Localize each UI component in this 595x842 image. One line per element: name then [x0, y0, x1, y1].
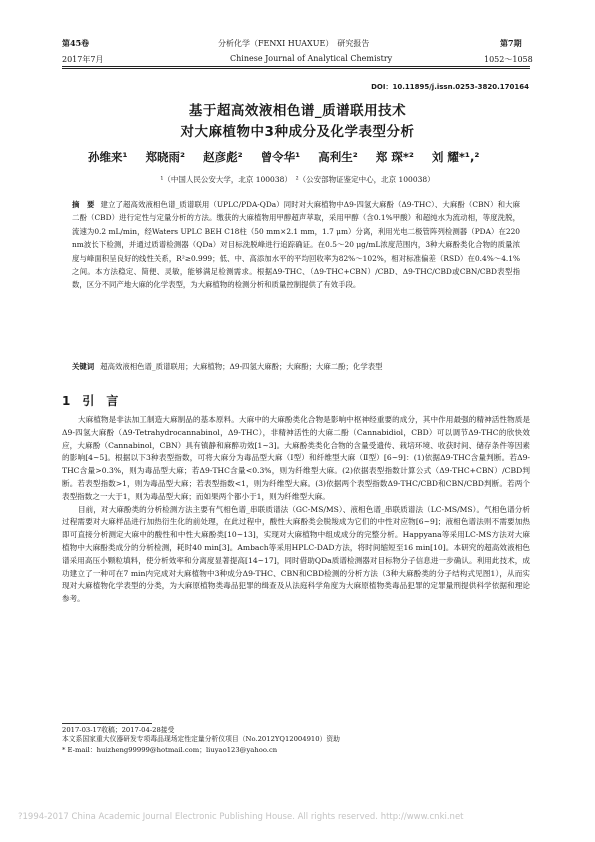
- intro-paragraph-1: 大麻植物是非法加工制造大麻制品的基本原料。大麻中的大麻酚类化合物是影响中枢神经重要的成分，其中作用最强的精神活性物质是Δ9-四氢大麻酚（Δ9-Tetrahydrocannabinol，Δ9-THC），非精神活性的大麻二酚（Cannabidiol，CBD）可以调节Δ9-THC的欣快效应，大麻酚（Cannabinol，CBN）具有镇静和麻醉功效[1~3]。大麻酚类类化合物的含量受遗传、栽培环境、收获时间、储存条件等因素的影响[4~5]。根据以下3种表型指数，可将大麻分为毒品型大麻（Ⅰ型）和纤维型大麻（Ⅱ型）[6~9]：(1)依据Δ9-THC含量判断。若Δ9-THC含量>0.3%，则为毒品型大麻；若Δ9-THC含量<0.3%，则为纤维型大麻。(2)依据表型指数计算公式（Δ9-THC+CBN）/CBD判断。若表型指数>1，则为毒品型大麻；若表型指数<1，则为纤维型大麻。(3)依据两个表型指数Δ9-THC/CBD和CBN/CBD判断。若两个表型指数之一大于1，则为毒品型大麻；而如果两个都小于1，则为纤维型大麻。: [62, 415, 530, 501]
- header-rule-2: [62, 68, 530, 69]
- author: 孙维来¹: [88, 150, 128, 164]
- publisher-watermark: ?1994-2017 China Academic Journal Electronic Publishing House. All rights reserved. http://www.cnki.net: [18, 812, 464, 822]
- author: 郑晓雨²: [145, 150, 186, 164]
- title-line-1: 基于超高效液相色谱_质谱联用技术: [188, 103, 407, 119]
- header-rule: [62, 66, 530, 67]
- title-line-2: 对大麻植物中3种成分及化学表型分析: [180, 124, 415, 140]
- publication-date: 2017年7月: [62, 55, 104, 64]
- section-heading: [62, 392, 118, 409]
- author: 曾令华¹: [260, 150, 301, 164]
- keywords-text: 超高效液相色谱_质谱联用；大麻植物；Δ9-四氢大麻酚；大麻酚；大麻二酚；化学表型: [100, 362, 383, 371]
- intro-body: [62, 414, 530, 606]
- footnote-email: * E-mail：huizheng99999@hotmail.com；liuyao123@yahoo.cn: [62, 746, 278, 754]
- doi: DOI：10.11895/j.issn.0253-3820.170164: [371, 83, 529, 91]
- author: 郑 琛*²: [375, 150, 414, 164]
- abstract: [72, 198, 520, 292]
- footnote-rule: [62, 723, 152, 724]
- footnote-received: 2017-03-17收稿；2017-04-28接受: [62, 726, 175, 734]
- author: 赵彦彪²: [203, 150, 243, 164]
- intro-paragraph-2: 目前，对大麻酚类的分析检测方法主要有气相色谱_串联质谱法（GC-MS/MS）、液相色谱_串联质谱法（LC-MS/MS）。气相色谱分析过程需要对大麻样品进行加热衍生化的前处理，在此过程中，酸性大麻酚类会脱羧成为它们的中性对应物[6~9]；液相色谱法则不需要加热即可直接分析测定大麻中的酸性和中性大麻酚类[10~13]，实现对大麻植物中组成成分的完整分析。Happyana等采用LC-MS方法对大麻植物中大麻酚类成分的分析检测，耗时40 min[3]。Ambach等采用HPLC-DAD方法，将时间缩短至16 min[10]。本研究的超高效液相色谱采用高压小颗粒填料，使分析效率和分离度显著提高[14~17]，同时借助QDa质谱检测器对目标物分子信息进一步确认。利用此技术，成功建立了一种可在7 min内完成对大麻植物中3种成分Δ9-THC、CBN和CBD检测的分析方法（3种大麻酚类的分子结构式见图1），从而实现对大麻植物化学表型的分类，为大麻原植物类毒品犯罪的缉查及从法庭科学角度为大麻原植物类毒品犯罪的定罪量刑提供科学依据和理论参考。: [62, 504, 530, 604]
- volume-label: 第45卷: [62, 38, 90, 48]
- journal-name-en: Chinese Journal of Analytical Chemistry: [230, 54, 393, 63]
- page-range: 1052～1058: [484, 55, 533, 64]
- journal-name-cn: 分析化学（FENXI HUAXUE） 研究报告: [218, 39, 370, 48]
- footnote-fund: 本文系国家重大仪器研发专项毒品现场定性定量分析仪项目（No.2012YQ12004910）资助: [62, 735, 340, 743]
- section-title: 引 言: [82, 394, 119, 408]
- abstract-text: 建立了超高效液相色谱_质谱联用（UPLC/PDA-QDa）同时对大麻植物中Δ9-四氢大麻酚（Δ9-THC）、大麻酚（CBN）和大麻二酚（CBD）进行定性与定量分析的方法。缴获的大麻植物用甲醇超声萃取，采用甲醇（含0.1%甲酸）和超纯水为流动相，等度洗脱，流速为0.2 mL/min，经Waters UPLC BEH C18柱（50 mm×2.1 mm，1.7 μm）分离，利用光电二极管阵列检测器（PDA）在220 nm波长下检测，并通过质谱检测器（QDa）对目标洗脱峰进行追踪确证。在0.5～20 μg/mL浓度范围内，3种大麻酚类化合物的质量浓度与峰面积呈良好的线性关系，R²≥0.999；低、中、高添加水平的平均回收率为82%～102%，相对标准偏差（RSD）在0.4%～4.1%之间。本方法稳定、简便、灵敏，能够满足检测需求。根据Δ9-THC、（Δ9-THC+CBN）/CBD、Δ9-THC/CBD或CBN/CBD表型指数，区分不同产地大麻的化学表型，为大麻植物的检测分析和质量控制提供了有效手段。: [72, 200, 520, 290]
- issue-label: 第7期: [500, 38, 522, 48]
- author: 刘 耀*¹,²: [431, 150, 480, 164]
- keywords: [72, 360, 520, 373]
- affiliations: ¹（中国人民公安大学，北京 100038） ²（公安部物证鉴定中心，北京 100038）: [160, 175, 435, 184]
- abstract-label: 摘 要: [72, 200, 95, 209]
- author: 高利生²: [318, 150, 358, 164]
- author-list: [88, 149, 493, 165]
- keywords-label: 关键词: [72, 362, 95, 371]
- section-number: 1: [62, 394, 71, 408]
